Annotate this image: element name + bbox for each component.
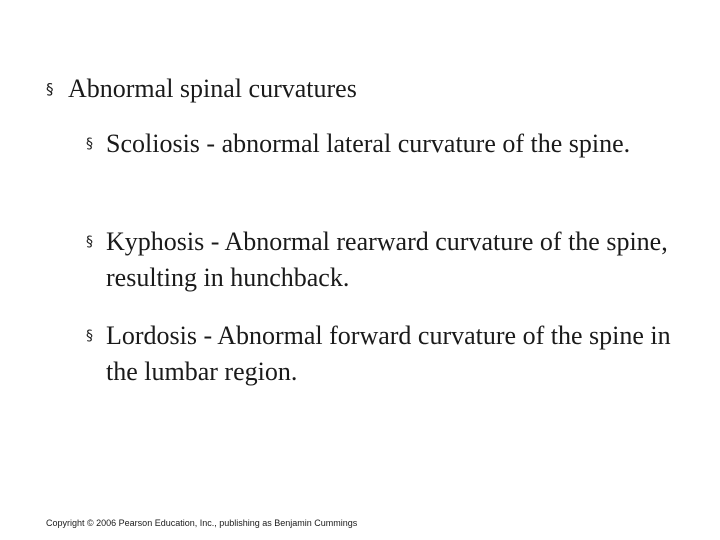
bullet-marker-icon: § xyxy=(86,328,93,344)
sub-bullet-text: Scoliosis - abnormal lateral curvature of the spine. xyxy=(106,129,631,158)
bullet-marker-icon: § xyxy=(86,136,93,152)
sub-bullet-kyphosis xyxy=(86,224,686,296)
copyright-footer: Copyright © 2006 Pearson Education, Inc., publishing as Benjamin Cummings xyxy=(46,518,358,528)
sub-bullet-text: Lordosis - Abnormal forward curvature of the spine in the lumbar region. xyxy=(106,321,671,386)
sub-bullet-lordosis xyxy=(86,318,686,390)
sub-bullet-text: Kyphosis - Abnormal rearward curvature of the spine, resulting in hunchback. xyxy=(106,227,668,292)
main-bullet xyxy=(46,72,686,106)
sub-bullet-scoliosis xyxy=(86,126,686,162)
bullet-marker-icon: § xyxy=(86,234,93,250)
main-bullet-text: Abnormal spinal curvatures xyxy=(68,74,357,103)
bullet-marker-icon: § xyxy=(46,80,54,98)
